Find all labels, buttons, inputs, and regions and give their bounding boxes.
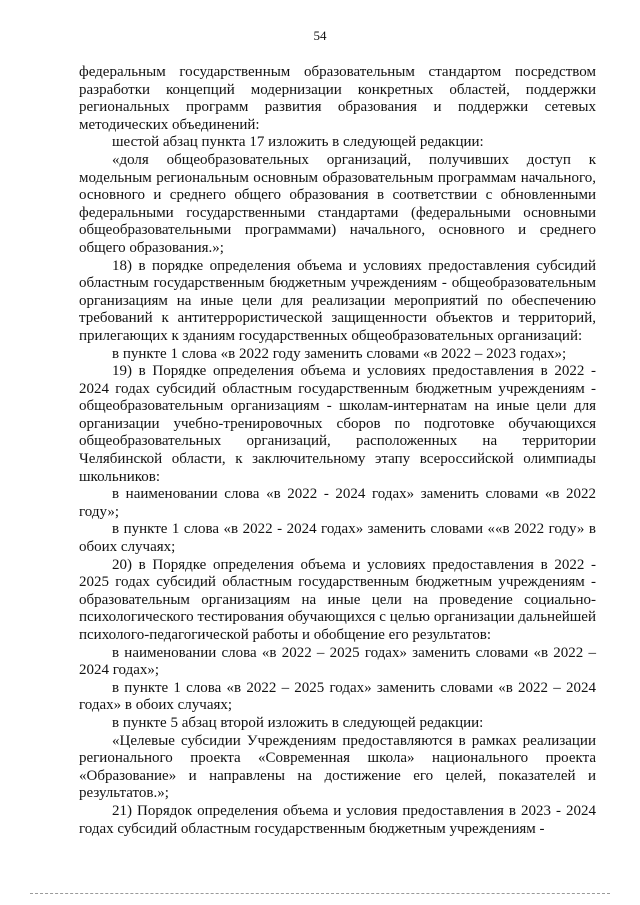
document-body <box>79 64 596 838</box>
paragraph: «Целевые субсидии Учреждениям предоставляются в рамках реализации регионального проекта «Современная школа» национального проекта «Образование» и направлены на достижение его целей, показателей и результатов.»; <box>79 732 596 802</box>
paragraph: в пункте 5 абзац второй изложить в следующей редакции: <box>112 714 484 731</box>
paragraph: в наименовании слова «в 2022 – 2025 годах» заменить словами «в 2022 – 2024 годах»; <box>79 644 596 679</box>
paragraph: федеральным государственным образовательным стандартом посредством разработки концепций модернизации конкретных областей, поддержки региональных программ развития образования и поддержки сетевых методических объединений: <box>79 64 596 133</box>
paragraph: в пункте 1 слова «в 2022 – 2025 годах» заменить словами «в 2022 – 2024 годах» в обоих случаях; <box>79 679 596 714</box>
page-number: 54 <box>313 28 327 43</box>
paragraph: шестой абзац пункта 17 изложить в следующей редакции: <box>112 134 484 151</box>
paragraph: в пункте 1 слова «в 2022 - 2024 годах» заменить словами ««в 2022 году» в обоих случаях; <box>79 521 596 556</box>
paragraph: 21) Порядок определения объема и условия предоставления в 2023 - 2024 годах субсидий областным государственным бюджетным учреждениям - <box>79 802 596 837</box>
paragraph: 18) в порядке определения объема и условиях предоставления субсидий областным государственным бюджетным учреждениям - общеобразовательным организациям на иные цели для реализации мероприятий по обеспечению требований к антитеррористической защищенности объектов и территорий, прилегающих к зданиям государственных общеобразовательных организаций: <box>79 257 596 344</box>
paragraph: в наименовании слова «в 2022 - 2024 годах» заменить словами «в 2022 году»; <box>79 486 596 520</box>
footer-divider <box>30 893 610 894</box>
paragraph: 20) в Порядке определения объема и условиях предоставления в 2022 - 2025 годах субсидий областным государственным бюджетным учреждениям - образовательным организациям на иные цели на проведение социально-психологического тестирования обучающихся с целью организации дальнейшей психолого-педагогической работы и обобщение его результатов: <box>79 556 596 643</box>
paragraph: «доля общеобразовательных организаций, получивших доступ к модельным региональным основным образовательным программам начального, основного и среднего общего образования в соответствии с обновленными федеральными государственными стандартами (федеральными основными общеобразовательными программами) начального, основного и среднего общего образования.»; <box>79 151 596 256</box>
paragraph: 19) в Порядке определения объема и условиях предоставления в 2022 - 2024 годах субсидий областным государственным бюджетным учреждениям - общеобразовательным организациям - школам-интернатам на иные цели для организации учебно-тренировочных сборов по подготовке обучающихся общеобразовательных организаций, расположенных на территории Челябинской области, к заключительному этапу всероссийской олимпиады школьников: <box>79 363 596 485</box>
paragraph: в пункте 1 слова «в 2022 году заменить словами «в 2022 – 2023 годах»; <box>112 345 567 362</box>
